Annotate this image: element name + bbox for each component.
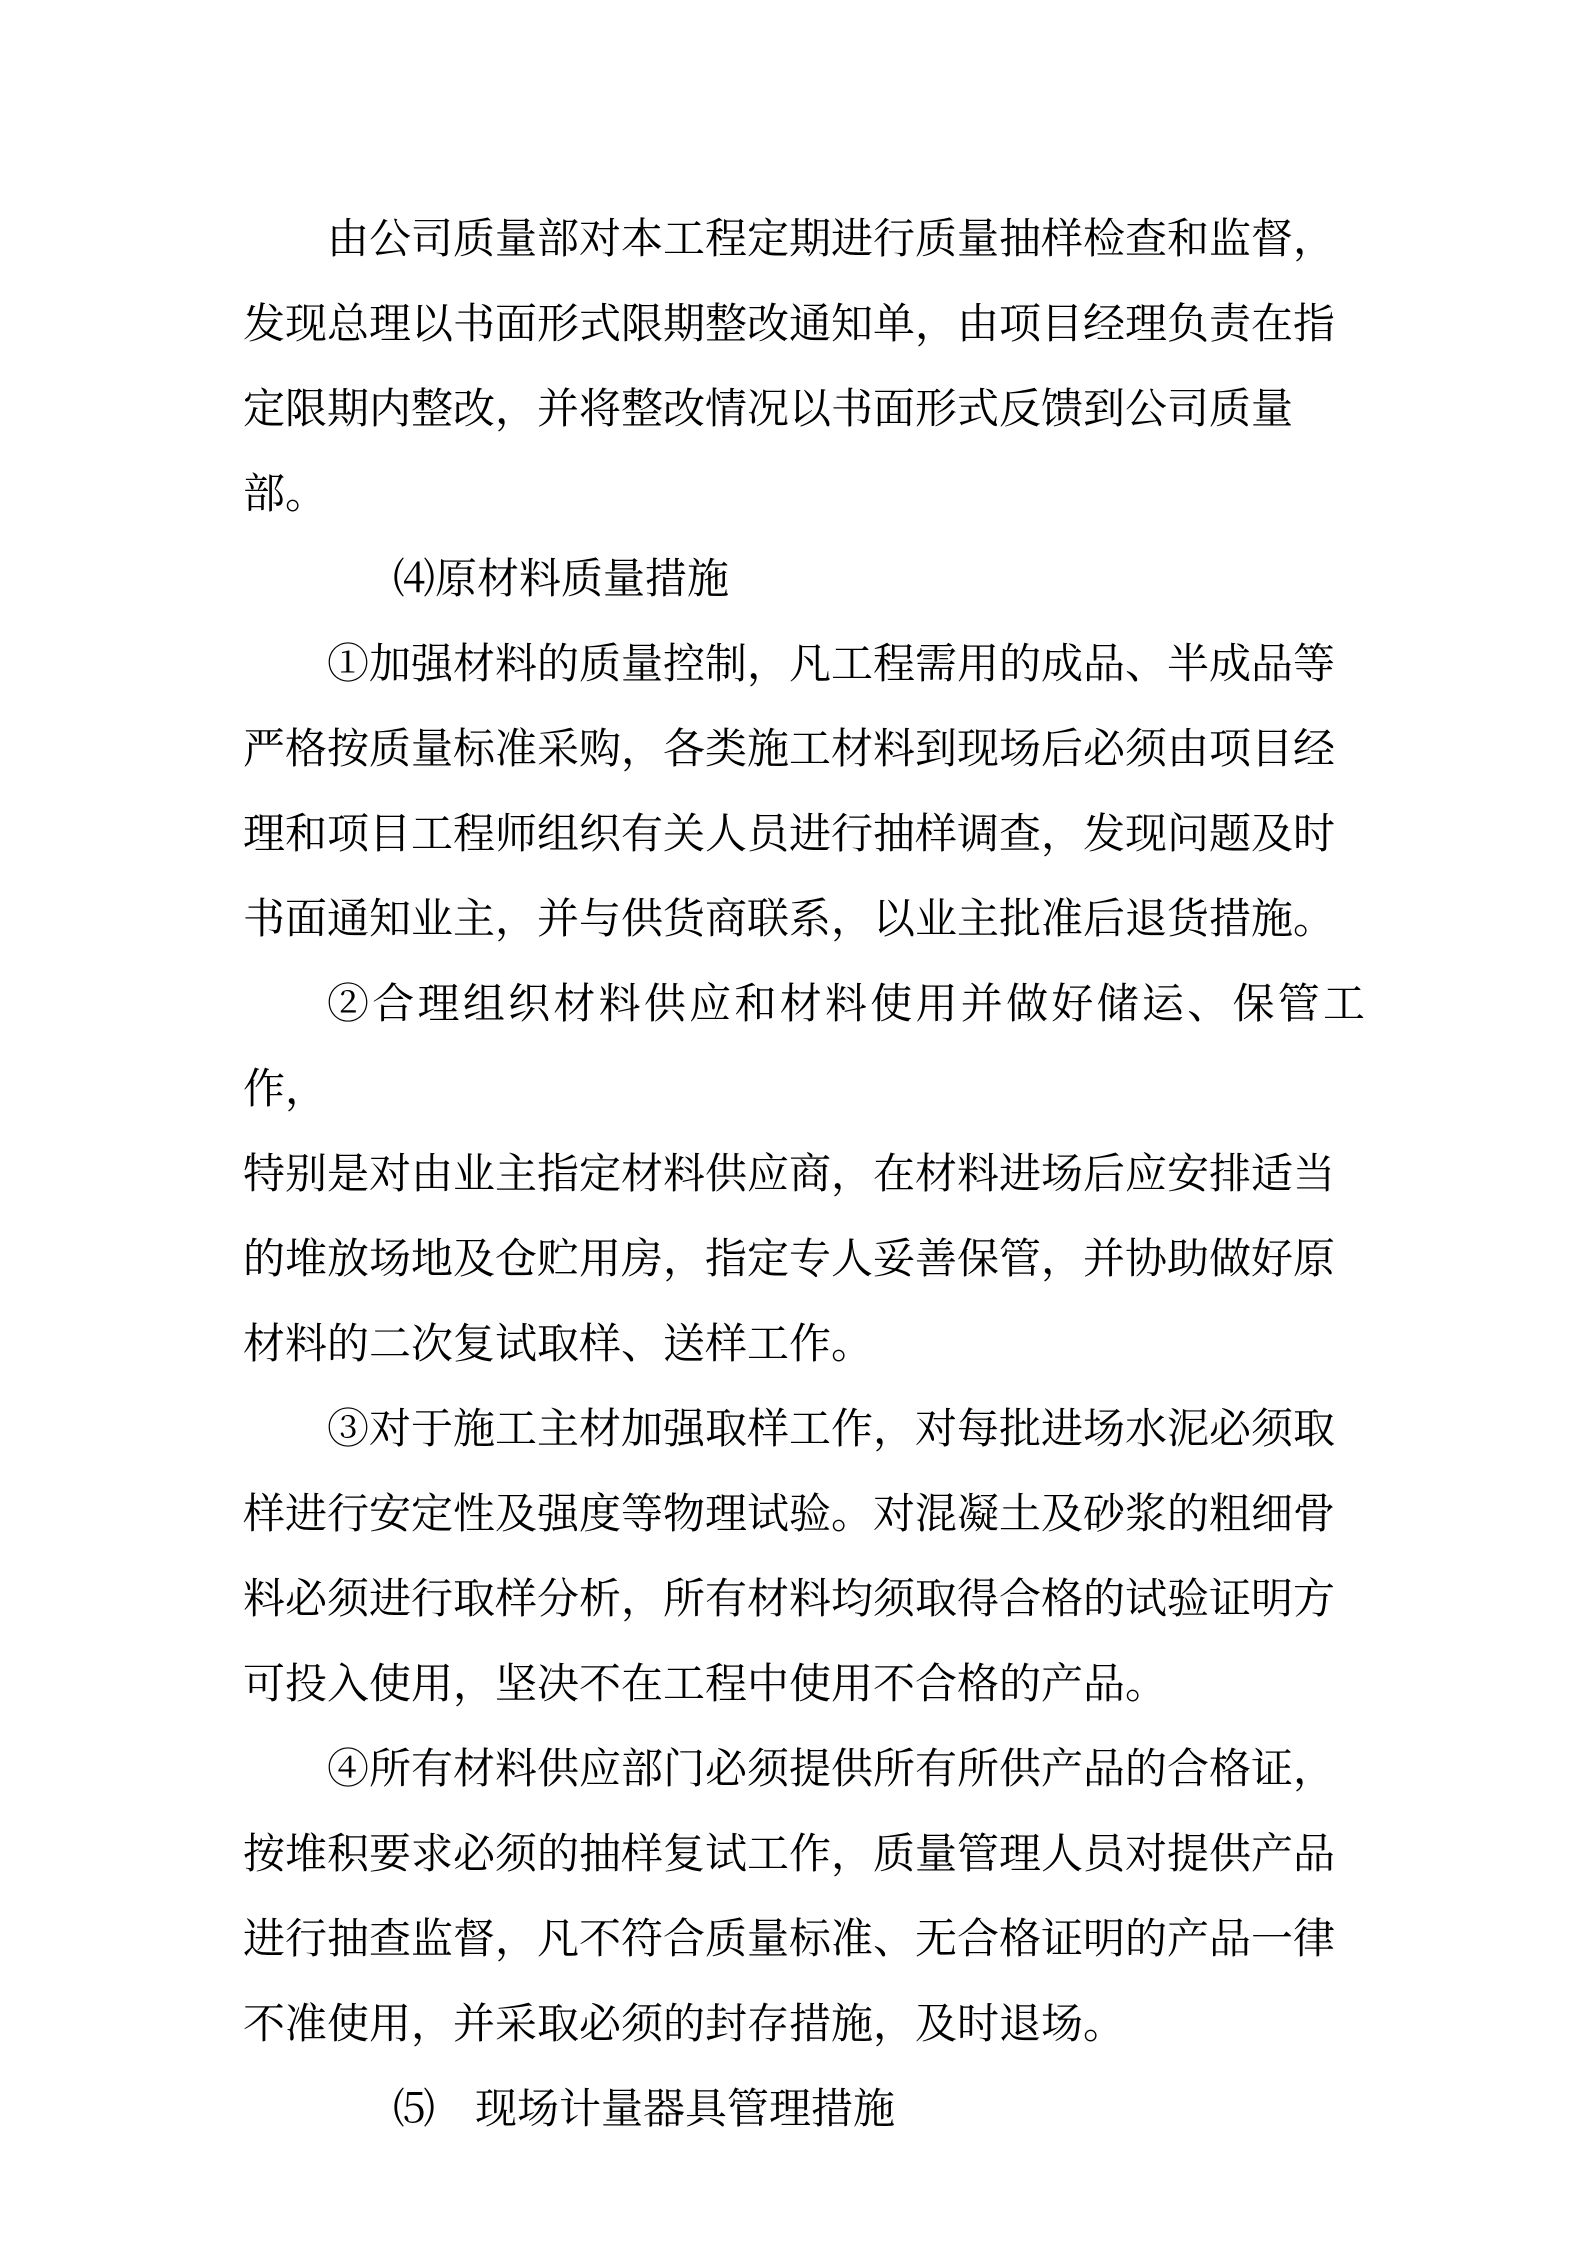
section-heading-raw-material-quality [243, 536, 1365, 621]
section-number: ⑸ [393, 2084, 436, 2133]
text-line: 严格按质量标准采购，各类施工材料到现场后必须由项目经 [243, 724, 1336, 773]
text-line: 可投入使用，坚决不在工程中使用不合格的产品。 [243, 1659, 1168, 1708]
text-line: ②合理组织材料供应和材料使用并做好储运、保管工作， [243, 979, 1365, 1113]
section-number: ⑷ [393, 554, 436, 603]
text-line: 不准使用，并采取必须的封存措施，及时退场。 [243, 1999, 1126, 2048]
text-line: 由公司质量部对本工程定期进行质量抽样检查和监督， [327, 214, 1336, 263]
list-item-certificates [243, 1726, 1365, 2066]
text-line: 材料的二次复试取样、送样工作。 [243, 1319, 874, 1368]
text-line: 书面通知业主，并与供货商联系，以业主批准后退货措施。 [243, 894, 1336, 943]
text-line: ③对于施工主材加强取样工作，对每批进场水泥必须取 [327, 1404, 1336, 1453]
section-heading-measuring-instruments [243, 2066, 1365, 2151]
text-line: 定限期内整改，并将整改情况以书面形式反馈到公司质量 [243, 384, 1294, 433]
paragraph-company-quality-inspection [243, 196, 1365, 536]
text-line: 特别是对由业主指定材料供应商，在材料进场后应安排适当 [243, 1149, 1336, 1198]
section-title: 现场计量器具管理措施 [475, 2084, 896, 2133]
text-line: ①加强材料的质量控制，凡工程需用的成品、半成品等 [327, 639, 1336, 688]
text-line: 理和项目工程师组织有关人员进行抽样调查，发现问题及时 [243, 809, 1336, 858]
text-line: 部。 [243, 469, 328, 518]
list-item-material-control [243, 621, 1365, 961]
text-line: 进行抽查监督，凡不符合质量标准、无合格证明的产品一律 [243, 1914, 1336, 1963]
list-item-sampling-work [243, 1386, 1365, 1726]
text-line: 按堆积要求必须的抽样复试工作，质量管理人员对提供产品 [243, 1829, 1336, 1878]
document-body [243, 196, 1365, 2151]
text-line: 的堆放场地及仓贮用房，指定专人妥善保管，并协助做好原 [243, 1234, 1336, 1283]
list-item-material-supply [243, 961, 1365, 1386]
section-title: 原材料质量措施 [435, 554, 730, 603]
text-line: 发现总理以书面形式限期整改通知单，由项目经理负责在指 [243, 299, 1336, 348]
text-line: 料必须进行取样分析，所有材料均须取得合格的试验证明方 [243, 1574, 1336, 1623]
text-line: ④所有材料供应部门必须提供所有所供产品的合格证， [327, 1744, 1336, 1793]
text-line: 样进行安定性及强度等物理试验。对混凝土及砂浆的粗细骨 [243, 1489, 1336, 1538]
